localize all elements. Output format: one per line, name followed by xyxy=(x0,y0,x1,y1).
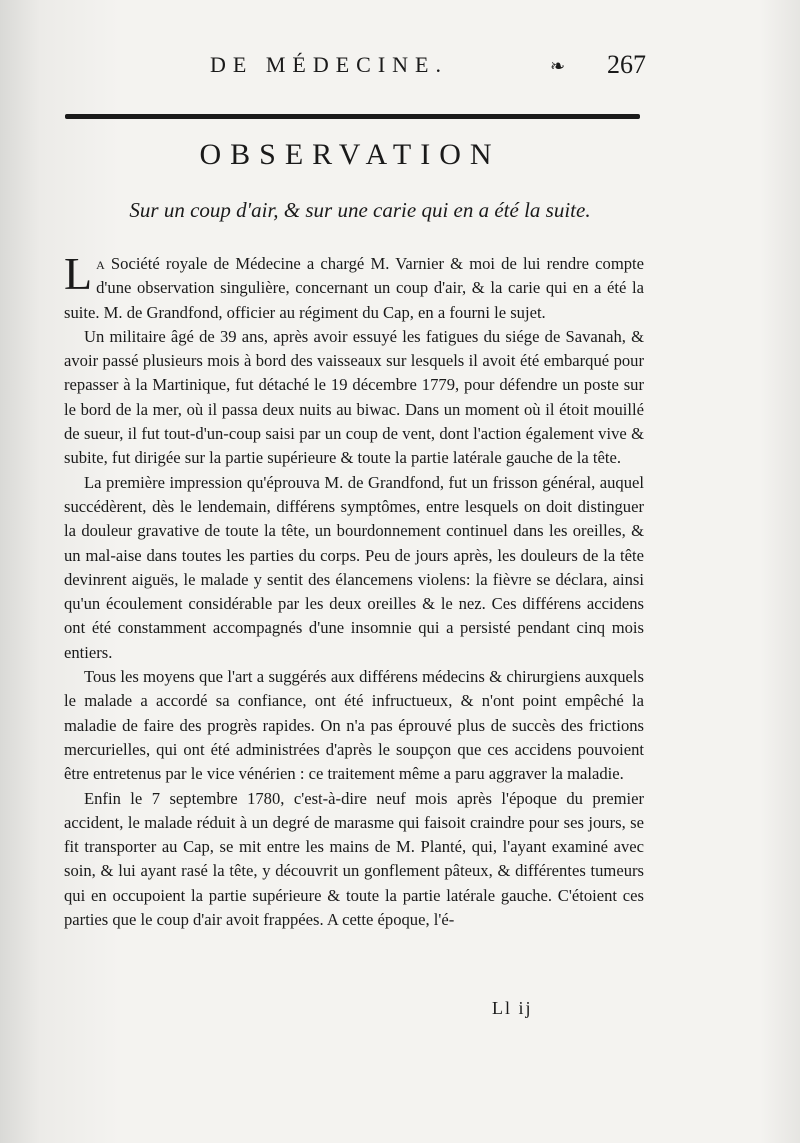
fleuron-ornament-icon: ❧ xyxy=(550,56,566,76)
article-body xyxy=(64,248,644,932)
paragraph xyxy=(64,248,644,325)
paragraph-text: Société royale de Médecine a chargé M. Varnier & moi de lui rendre compte d'une observation singulière, concernant un coup d'air, & la carie qui en a été la suite. M. de Grandfond, officier au régiment du Cap, en a fourni le sujet. xyxy=(64,254,644,322)
running-head xyxy=(210,52,650,84)
paragraph: La première impression qu'éprouva M. de Grandfond, fut un frisson général, auquel succédèrent, dès le lendemain, différens symptômes, entre lesquels on doit distinguer la douleur gravative de toute la tête, un bourdonnement continuel dans les oreilles, & un mal-aise dans toutes les parties du corps. Peu de jours après, les douleurs de la tête devinrent aiguës, le malade y sentit des élancemens violens: la fièvre se déclara, ainsi qu'un écoulement considérable par les deux oreilles & le nez. Ces différens accidens ont été constamment accompagnés d'une insomnie qui a persisté pendant cinq mois entiers. xyxy=(64,472,644,662)
running-title: DE MÉDECINE. xyxy=(210,52,448,77)
article-subtitle: Sur un coup d'air, & sur une carie qui en a été la suite. xyxy=(129,198,591,222)
page-number: 267 xyxy=(607,50,646,79)
drop-cap: L xyxy=(64,248,93,299)
signature-mark: Ll ij xyxy=(492,998,533,1018)
paragraph: Tous les moyens que l'art a suggérés aux différens médecins & chirurgiens auxquels le malade a accordé sa confiance, ont été infructueux, & n'ont point empêché la maladie de faire des progrès rapides. On n'a pas éprouvé plus de succès des frictions mercurielles, qui ont été administrées d'après le soupçon que ces accidens pouvoient être entretenus par le vice vénérien : ce traitement même a paru aggraver la maladie. xyxy=(64,667,644,784)
drop-cap-rest: a xyxy=(96,254,105,273)
paragraph: Enfin le 7 septembre 1780, c'est-à-dire neuf mois après l'époque du premier accident, le malade réduit à un degré de marasme qui faisoit craindre pour ses jours, se fit transporter au Cap, se mit entre les mains de M. Planté, qui, l'ayant examiné avec soin, & lui ayant rasé la tête, y découvrit un gonflement pâteux, & différentes tumeurs qui en occupoient la partie supérieure & toute la partie latérale gauche. C'étoient ces parties que le coup d'air avoit frappées. A cette époque, l'é- xyxy=(64,788,644,930)
header-rule xyxy=(65,114,640,119)
article-heading: OBSERVATION xyxy=(199,138,501,171)
paragraph: Un militaire âgé de 39 ans, après avoir essuyé les fatigues du siége de Savanah, & avoir passé plusieurs mois à bord des vaisseaux sur lesquels il avoit été embarqué pour repasser à la Martinique, fut détaché le 19 décembre 1779, pour défendre un poste sur le bord de la mer, où il passa deux nuits au biwac. Dans un moment où il étoit mouillé de sueur, il fut tout-d'un-coup saisi par un coup de vent, dont l'action également vive & subite, fut dirigée sur la partie supérieure & toute la partie latérale gauche de la tête. xyxy=(64,326,644,468)
